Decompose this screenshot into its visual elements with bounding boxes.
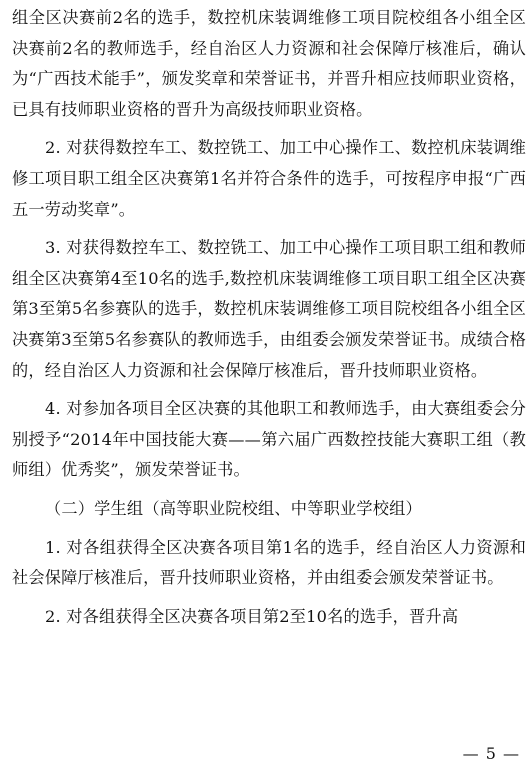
paragraph-3: 3. 对获得数控车工、数控铣工、加工中心操作工项目职工组和教师组全区决赛第4至10名的选手,数控机床装调维修工项目职工组全区决赛第3至第5名参赛队的选手，数控机床装调维修工项目院校组各小组全区决赛第3至第5名参赛队的教师选手，由组委会颁发荣誉证书。成绩合格的，经自治区人力资源和社会保障厅核准后，晋升技师职业资格。: [12, 238, 526, 380]
paragraph-5: 1. 对各组获得全区决赛各项目第1名的选手，经自治区人力资源和社会保障厅核准后，晋升技师职业资格，并由组委会颁发荣誉证书。: [12, 537, 526, 588]
page-number: — 5 —: [462, 744, 520, 763]
paragraph-1: 组全区决赛前2名的选手，数控机床装调维修工项目院校组各小组全区决赛前2名的教师选手，经自治区人力资源和社会保障厅核准后，确认为“广西技术能手”，颁发奖章和荣誉证书，并晋升相应技师职业资格，已具有技师职业资格的晋升为高级技师职业资格。: [12, 8, 526, 119]
paragraph-4: 4. 对参加各项目全区决赛的其他职工和教师选手，由大赛组委会分别授予“2014年中国技能大赛——第六届广西数控技能大赛职工组（教师组）优秀奖”，颁发荣誉证书。: [12, 399, 526, 480]
document-body: [12, 3, 526, 640]
section-heading-student-group: （二）学生组（高等职业院校组、中等职业学校组）: [45, 498, 422, 518]
paragraph-6: 2. 对各组获得全区决赛各项目第2至10名的选手，晋升高: [45, 606, 459, 626]
paragraph-2: 2. 对获得数控车工、数控铣工、加工中心操作工、数控机床装调维修工项目职工组全区决赛第1名并符合条件的选手，可按程序申报“广西五一劳动奖章”。: [12, 138, 526, 219]
